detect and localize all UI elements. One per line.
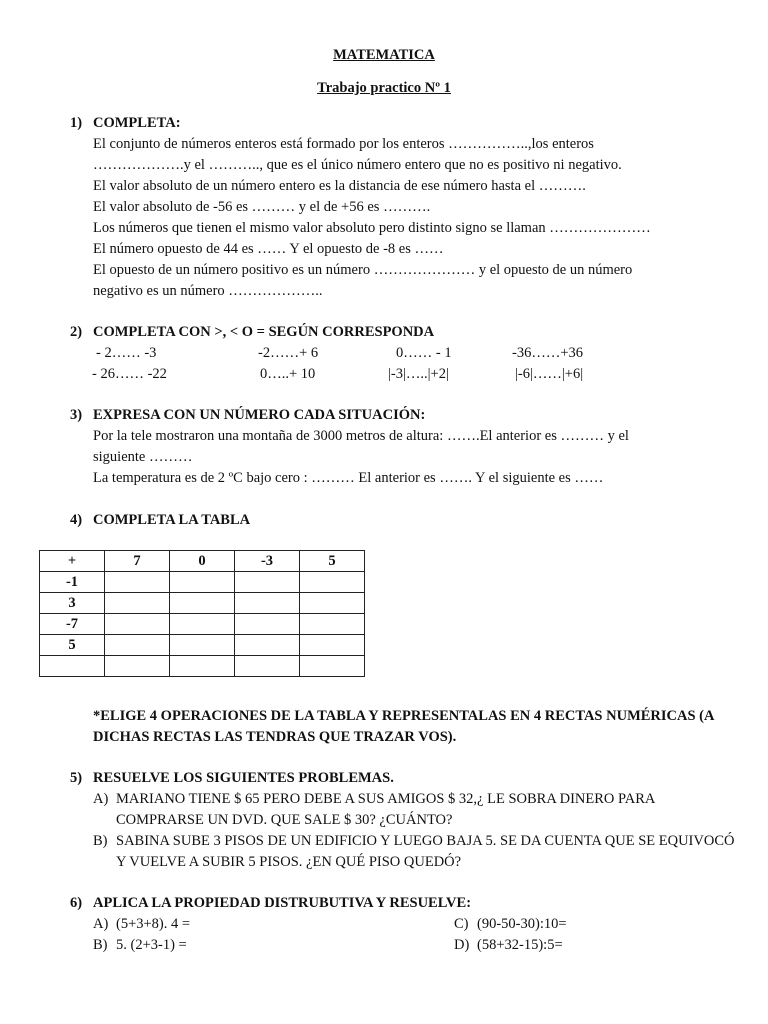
comparison-item: -36……+36 (512, 345, 584, 361)
table-row (40, 572, 365, 593)
expression: (5+3+8). 4 = (116, 916, 191, 932)
answer-cell[interactable] (235, 572, 300, 593)
page-subtitle: Trabajo practico Nº 1 (317, 80, 451, 96)
row-label-cell: -1 (40, 572, 105, 593)
expression: 5. (2+3-1) = (116, 937, 187, 953)
text-line: negativo es un número ……………….. (93, 283, 323, 299)
section-number: 2) (70, 324, 83, 340)
answer-cell[interactable] (105, 572, 170, 593)
table-header-cell: 0 (170, 551, 235, 572)
row-label-cell (40, 656, 105, 677)
table-header-cell: + (40, 551, 105, 572)
expression: (90-50-30):10= (477, 916, 567, 932)
section-number: 4) (70, 512, 83, 528)
section-number: 1) (70, 115, 83, 131)
table-row (40, 614, 365, 635)
item-label: A) (93, 916, 109, 932)
answer-cell[interactable] (300, 572, 365, 593)
comparison-item: |-6|……|+6| (515, 366, 584, 382)
answer-cell[interactable] (105, 593, 170, 614)
row-label-cell: 3 (40, 593, 105, 614)
section-heading: COMPLETA LA TABLA (93, 512, 251, 528)
comparison-item: - 2…… -3 (96, 345, 157, 361)
section-heading: COMPLETA: (93, 115, 181, 131)
answer-cell[interactable] (170, 635, 235, 656)
addition-table (39, 550, 365, 677)
answer-cell[interactable] (105, 656, 170, 677)
page-title: MATEMATICA (333, 47, 435, 63)
answer-cell[interactable] (170, 593, 235, 614)
text-line: El opuesto de un número positivo es un número ………………… y el opuesto de un número (93, 262, 633, 278)
comparison-item: - 26…… -22 (92, 366, 167, 382)
text-line: El valor absoluto de un número entero es la distancia de ese número hasta el ………. (93, 178, 586, 194)
answer-cell[interactable] (170, 656, 235, 677)
section-heading: COMPLETA CON >, < O = SEGÚN CORRESPONDA (93, 324, 435, 340)
table-header-row (40, 551, 365, 572)
section-heading: APLICA LA PROPIEDAD DISTRUBUTIVA Y RESUELVE: (93, 895, 472, 911)
row-label-cell: 5 (40, 635, 105, 656)
section-number: 3) (70, 407, 83, 423)
text-line: siguiente ……… (93, 449, 193, 465)
item-label: B) (93, 937, 108, 953)
expression: (58+32-15):5= (477, 937, 563, 953)
section-heading: EXPRESA CON UN NÚMERO CADA SITUACIÓN: (93, 407, 426, 423)
problem-text: Y VUELVE A SUBIR 5 PISOS. ¿EN QUÉ PISO QUEDÓ? (116, 854, 462, 870)
instruction-note: *ELIGE 4 OPERACIONES DE LA TABLA Y REPRESENTALAS EN 4 RECTAS NUMÉRICAS (A (93, 708, 715, 724)
section-number: 5) (70, 770, 83, 786)
answer-cell[interactable] (235, 593, 300, 614)
answer-cell[interactable] (300, 614, 365, 635)
text-line: El valor absoluto de -56 es ……… y el de +56 es ………. (93, 199, 431, 215)
row-label-cell: -7 (40, 614, 105, 635)
answer-cell[interactable] (235, 656, 300, 677)
text-line: Por la tele mostraron una montaña de 3000 metros de altura: …….El anterior es ……… y el (93, 428, 629, 444)
table-row (40, 593, 365, 614)
problem-text: MARIANO TIENE $ 65 PERO DEBE A SUS AMIGOS $ 32,¿ LE SOBRA DINERO PARA (116, 791, 656, 807)
answer-cell[interactable] (170, 572, 235, 593)
text-line: La temperatura es de 2 ºC bajo cero : ……… El anterior es ……. Y el siguiente es …… (93, 470, 604, 486)
answer-cell[interactable] (300, 635, 365, 656)
section-heading: RESUELVE LOS SIGUIENTES PROBLEMAS. (93, 770, 394, 786)
item-label: A) (93, 791, 109, 807)
item-label: B) (93, 833, 108, 849)
text-line: El conjunto de números enteros está formado por los enteros ……………..,los enteros (93, 136, 594, 152)
instruction-note: DICHAS RECTAS LAS TENDRAS QUE TRAZAR VOS). (93, 729, 457, 745)
problem-text: COMPRARSE UN DVD. QUE SALE $ 30? ¿CUÁNTO? (116, 812, 453, 828)
text-line: Los números que tienen el mismo valor absoluto pero distinto signo se llaman ………………… (93, 220, 651, 236)
section-number: 6) (70, 895, 83, 911)
table-header-cell: 7 (105, 551, 170, 572)
item-label: C) (454, 916, 469, 932)
answer-cell[interactable] (105, 635, 170, 656)
answer-cell[interactable] (235, 614, 300, 635)
comparison-item: -2……+ 6 (258, 345, 319, 361)
text-line: ……………….y el ……….., que es el único número entero que no es positivo ni negativo. (93, 157, 622, 173)
item-label: D) (454, 937, 470, 953)
table-row (40, 656, 365, 677)
text-line: El número opuesto de 44 es …… Y el opuesto de -8 es …… (93, 241, 444, 257)
answer-cell[interactable] (235, 635, 300, 656)
answer-cell[interactable] (170, 614, 235, 635)
comparison-item: 0…..+ 10 (260, 366, 316, 382)
comparison-item: 0…… - 1 (396, 345, 452, 361)
table-row (40, 635, 365, 656)
problem-text: SABINA SUBE 3 PISOS DE UN EDIFICIO Y LUEGO BAJA 5. SE DA CUENTA QUE SE EQUIVOCÓ (116, 833, 735, 849)
answer-cell[interactable] (105, 614, 170, 635)
answer-cell[interactable] (300, 656, 365, 677)
table-header-cell: -3 (235, 551, 300, 572)
comparison-item: |-3|…..|+2| (388, 366, 449, 382)
table-header-cell: 5 (300, 551, 365, 572)
answer-cell[interactable] (300, 593, 365, 614)
